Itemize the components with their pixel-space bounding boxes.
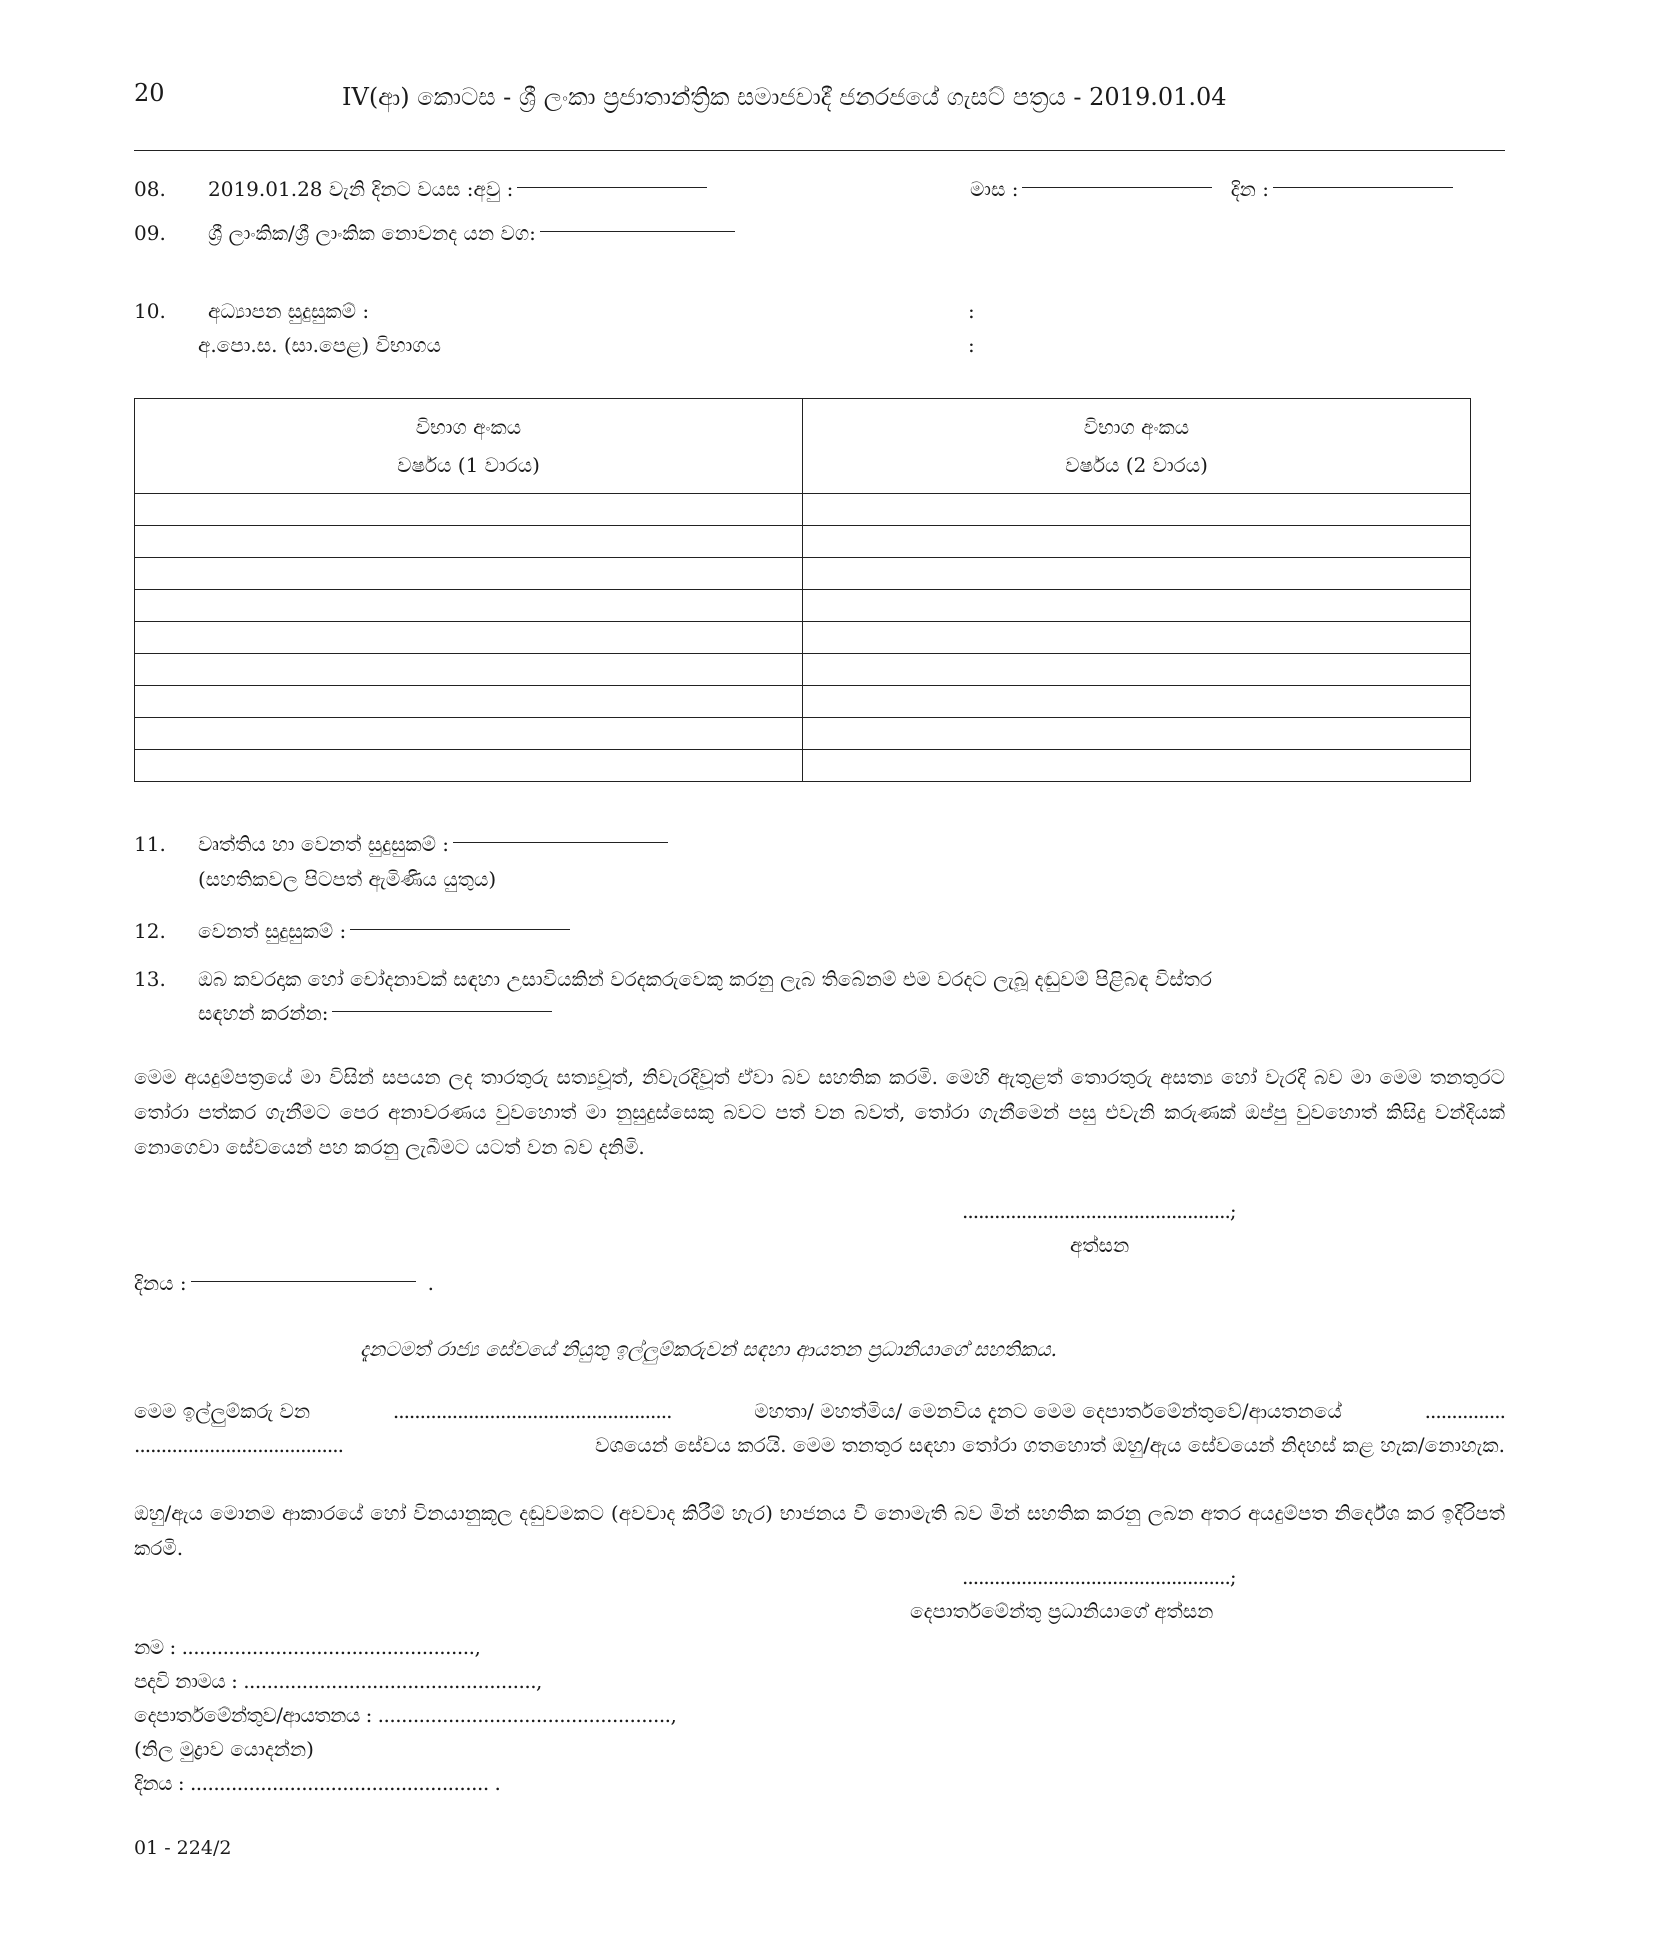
date-period: . xyxy=(427,1271,434,1295)
professional-qualifications-field[interactable] xyxy=(453,842,668,843)
department-field-row[interactable]: දෙපාර්තමේන්තුව/ආයතනය : .................................................., xyxy=(134,1703,677,1727)
citizenship-label: ශ්‍රී ලාංකික/ශ්‍රී ලාංකික නොවනද යන වග: xyxy=(208,221,536,245)
day-field[interactable] xyxy=(1273,187,1453,188)
declaration-paragraph: මෙම අයදුම්පත්‍රයේ මා විසින් සපයන ලද තාරතුරු සත්‍යවූත්, නිවැරදිවූත් ඒවා බව සහතික කරමි. මෙහි ඇතුළත් තොරතුරු අසත්‍ය හෝ වැරදි බව මා මෙම තනතුරට තෝරා පත්කර ගැනීමට පෙර අනාවරණය වුවහොත් මා නුසුදුස්සෙකු බවට පත් වන බවත්, තෝරා ගැනීමෙන් පසු එවැනි කරුණක් ඔප්පු වුවහොත් කිසිදු වන්දියක් නොගෙවා සේවයෙන් පහ කරනු ලැබීමට යටත් වන බව දනිමි. xyxy=(134,1065,1505,1159)
table-cell[interactable] xyxy=(135,622,803,654)
age-label: 2019.01.28 වැනි දිනට වයස :අවු : xyxy=(208,177,514,201)
signature-label: අත්සන xyxy=(1070,1233,1130,1257)
header-rule xyxy=(134,150,1505,151)
table-cell[interactable] xyxy=(135,686,803,718)
head-signature-line[interactable]: ..................................................; xyxy=(962,1565,1236,1589)
item-08-month-day xyxy=(970,176,1457,202)
education-label: අධ්‍යාපන සුදුසුකම් : xyxy=(208,299,370,323)
table-cell[interactable] xyxy=(135,526,803,558)
header-year-1: වර්ෂය (1 වාරය) xyxy=(397,453,540,477)
date-label: දිනය : xyxy=(134,1271,187,1295)
certificate-title: දැනටමත් රාජ්‍ය සේවයේ නියුතු ඉල්ලුම්කරුවන් සඳහා ආයතන ප්‍රධානියාගේ සහතිකය. xyxy=(360,1337,1057,1361)
table-cell[interactable] xyxy=(803,558,1471,590)
cert-date-field-row[interactable]: දිනය : ................................................... . xyxy=(134,1771,501,1795)
table-cell[interactable] xyxy=(135,654,803,686)
conviction-field[interactable] xyxy=(332,1011,552,1012)
month-label: මාස : xyxy=(970,177,1019,201)
cert-title-text: මහතා/ මහත්මිය/ මෙනවිය දැනට මෙම දෙපාර්තමේන්තුවේ/ආයතනයේ xyxy=(754,1399,1342,1423)
header-index-1: විභාග අංකය xyxy=(415,415,522,439)
day-label: දින : xyxy=(1230,177,1270,201)
cert-paragraph-2: ඔහු/ඇය මොනම ආකාරයේ හෝ විනයානුකූල දඬුවමකට (අවවාද කිරීම් හැර) භාජනය වී නොමැති බව මින් සහතික කරනු ලබන අතර අයදුම්පත නිර්දේශ කර ඉදිරිපත් කරමි. xyxy=(134,1501,1505,1560)
age-field[interactable] xyxy=(517,187,707,188)
table-row xyxy=(135,622,1471,654)
table-row xyxy=(135,686,1471,718)
citizenship-field[interactable] xyxy=(540,231,735,232)
cert-line-1 xyxy=(134,1398,1505,1424)
item-12-number: 12. xyxy=(134,919,166,943)
table-row xyxy=(135,526,1471,558)
item-11-row xyxy=(198,831,672,857)
header-year-2: වර්ෂය (2 වාරය) xyxy=(1065,453,1208,477)
item-13-number: 13. xyxy=(134,967,166,991)
table-cell[interactable] xyxy=(135,718,803,750)
table-cell[interactable] xyxy=(803,622,1471,654)
name-field-row[interactable]: නම : .................................................., xyxy=(134,1635,481,1659)
table-cell[interactable] xyxy=(803,590,1471,622)
ol-exam-label: අ.පො.ස. (සා.පෙළ) විභාගය xyxy=(198,333,441,357)
table-cell[interactable] xyxy=(135,558,803,590)
cert-service-text: වශයෙන් සේවය කරයි. මෙම තනතුර සඳහා තෝරා ගතහොත් ඔහු/ඇය සේවයෙන් නිදහස් කළ හැක/නොහැක. xyxy=(595,1433,1505,1457)
item-08-number: 08. xyxy=(134,177,166,201)
other-qualifications-field[interactable] xyxy=(350,929,570,930)
other-qualifications-label: වෙනත් සුදුසුකම් : xyxy=(198,919,347,943)
official-seal-note: (නිල මුද්‍රාව යොදන්න) xyxy=(134,1737,314,1761)
page-number: 20 xyxy=(134,79,165,107)
attach-copies-note: (සහතිකවල පිටපත් ඇමිණිය යුතුය) xyxy=(198,867,497,891)
table-cell[interactable] xyxy=(803,686,1471,718)
education-colon: : xyxy=(968,299,975,323)
header-index-2: විභාග අංකය xyxy=(1083,415,1190,439)
applicant-name-field[interactable]: .................................................... xyxy=(392,1399,672,1423)
table-cell[interactable] xyxy=(803,654,1471,686)
table-cell[interactable] xyxy=(135,590,803,622)
table-row xyxy=(135,494,1471,526)
footer-code: 01 - 224/2 xyxy=(134,1837,232,1859)
exam-results-table xyxy=(134,398,1471,782)
table-row xyxy=(135,558,1471,590)
table-header-row xyxy=(135,399,1471,494)
table-row xyxy=(135,654,1471,686)
ol-exam-colon: : xyxy=(968,333,975,357)
item-11-number: 11. xyxy=(134,832,166,856)
page-title: IV(ආ) කොටස - ශ්‍රී ලංකා ප්‍රජාතාන්ත්‍රික සමාජවාදී ජනරජයේ ගැසට් පත්‍රය - 2019.01.04 xyxy=(342,83,1227,111)
item-08-row xyxy=(208,176,711,202)
table-cell[interactable] xyxy=(135,494,803,526)
table-cell[interactable] xyxy=(803,750,1471,782)
table-cell[interactable] xyxy=(803,526,1471,558)
date-row xyxy=(134,1270,434,1296)
table-row xyxy=(135,590,1471,622)
professional-qualifications-label: වෘත්තිය හා වෙනත් සුදුසුකම් : xyxy=(198,832,450,856)
table-row xyxy=(135,718,1471,750)
table-cell[interactable] xyxy=(803,718,1471,750)
department-field[interactable]: ............... xyxy=(1424,1399,1505,1423)
cert-line-2 xyxy=(134,1432,1505,1458)
head-signature-label: දෙපාර්තමේන්තු ප්‍රධානියාගේ අත්සන xyxy=(910,1599,1214,1623)
conviction-label: සඳහන් කරන්න: xyxy=(198,1001,329,1025)
cert-applicant-prefix: මෙම ඉල්ලුම්කරු වන xyxy=(134,1399,311,1423)
table-cell[interactable] xyxy=(803,494,1471,526)
table-header-attempt-1 xyxy=(135,399,803,494)
item-12-row xyxy=(198,918,574,944)
item-13-row xyxy=(198,1000,556,1026)
date-field[interactable] xyxy=(191,1281,416,1282)
table-row xyxy=(135,750,1471,782)
designation-field-row[interactable]: පදවි නාමය : .................................................., xyxy=(134,1669,542,1693)
month-field[interactable] xyxy=(1022,187,1212,188)
table-header-attempt-2 xyxy=(803,399,1471,494)
item-09-row xyxy=(208,220,739,246)
item-09-number: 09. xyxy=(134,221,166,245)
conviction-question: ඔබ කවරදාක හෝ චෝදනාවක් සඳහා උසාවියකින් වරදකරුවෙකු කරනු ලැබ තිබේනම් එම වරදට ලැබූ දඬුවම් පිළිබඳ විස්තර xyxy=(198,967,1212,991)
designation-field[interactable]: ....................................... xyxy=(134,1433,343,1457)
item-10-number: 10. xyxy=(134,299,166,323)
signature-line[interactable]: ..................................................; xyxy=(962,1199,1236,1223)
table-cell[interactable] xyxy=(135,750,803,782)
